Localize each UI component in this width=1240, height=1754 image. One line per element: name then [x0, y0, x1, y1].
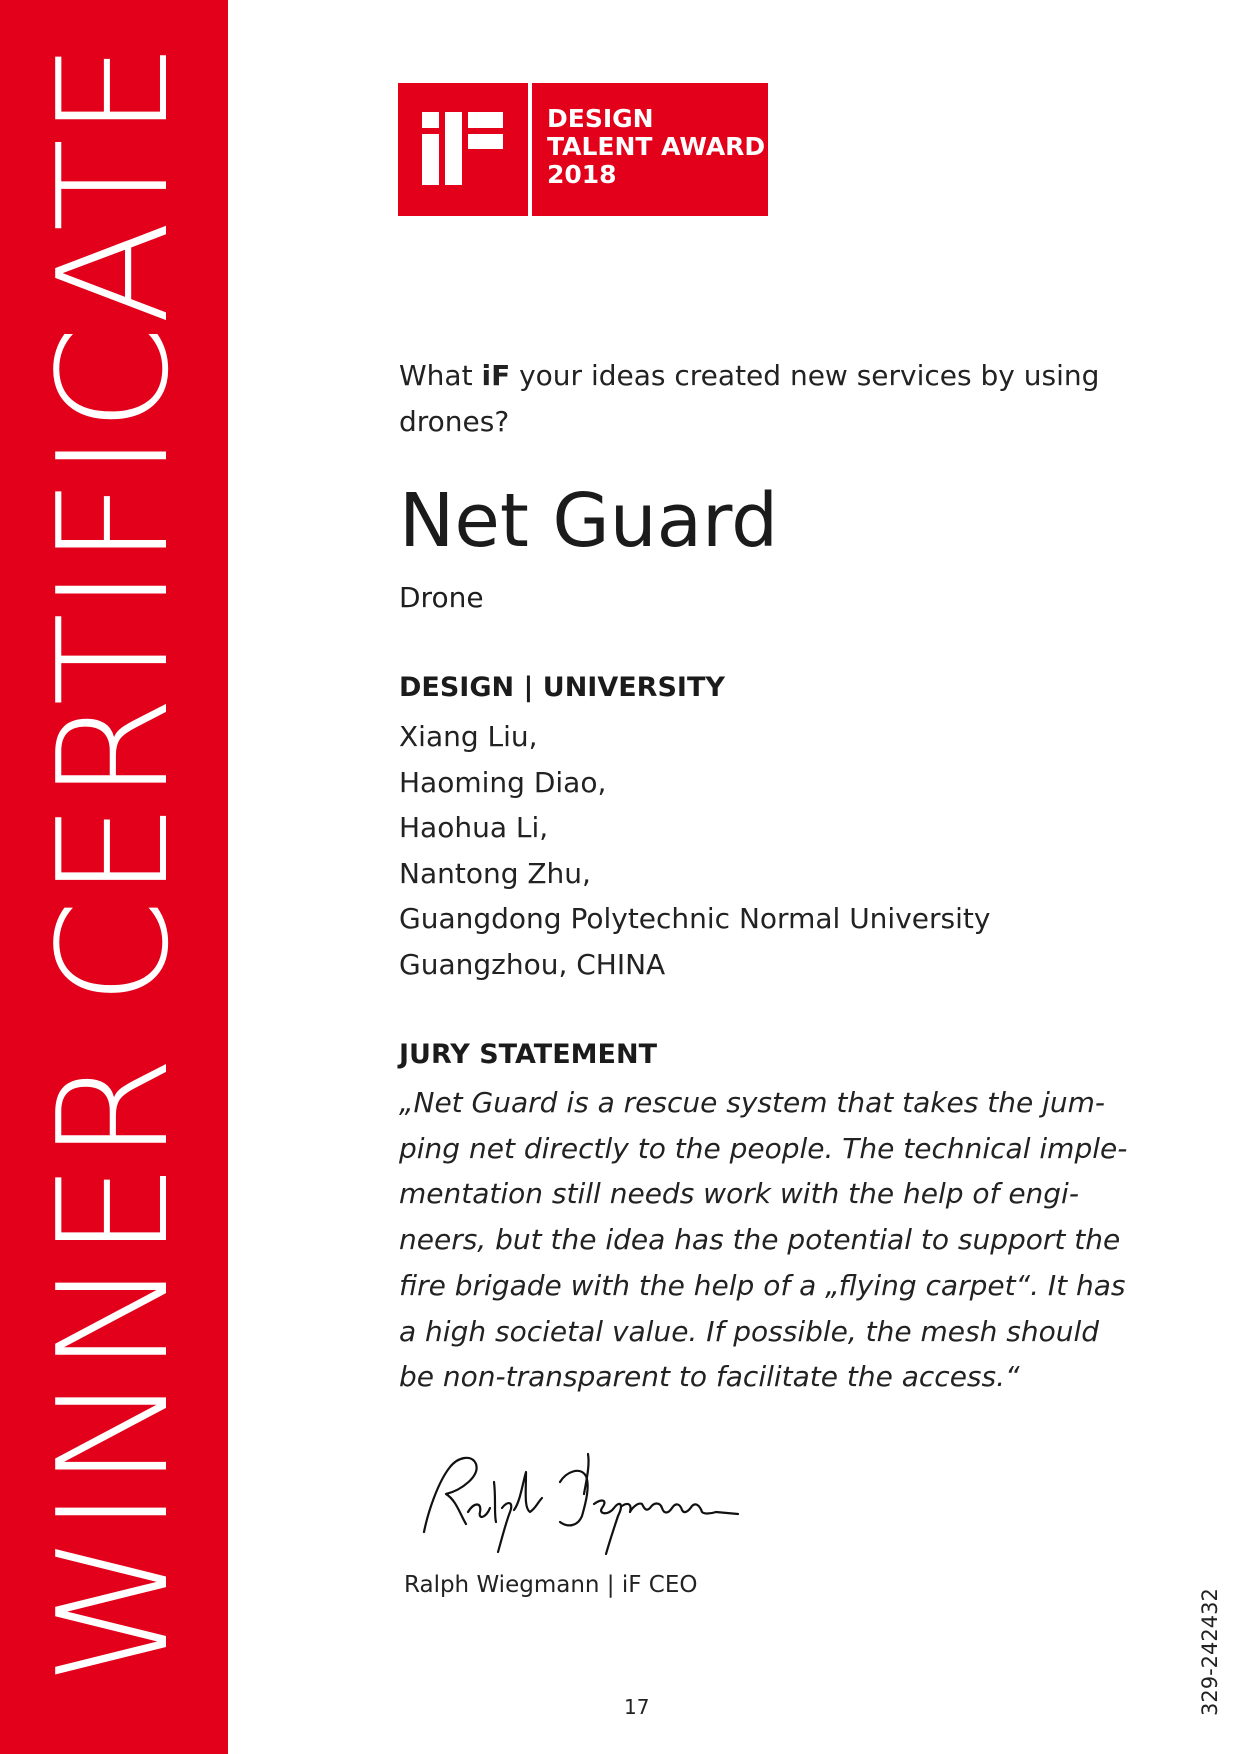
- if-mark-icon: [398, 83, 528, 216]
- page-number: 17: [624, 1695, 650, 1719]
- award-line-talent: TALENT AWARD: [547, 132, 766, 161]
- jury-line: fire brigade with the help of a „flying carpet“. It has: [399, 1268, 1126, 1302]
- designer-line: Nantong Zhu,: [399, 856, 591, 890]
- project-category: Drone: [399, 581, 484, 614]
- designers-list: [399, 714, 990, 988]
- jury-heading: JURY STATEMENT: [399, 1039, 657, 1070]
- designer-line: Haohua Li,: [399, 811, 549, 845]
- designer-line: Haoming Diao,: [399, 765, 607, 799]
- question-brand: iF: [481, 359, 511, 392]
- award-line-year: 2018: [547, 160, 617, 189]
- project-title: Net Guard: [399, 478, 779, 564]
- jury-line: a high societal value. If possible, the mesh should: [399, 1314, 1100, 1348]
- if-award-logo: [398, 83, 768, 216]
- award-line-design: DESIGN: [547, 104, 654, 133]
- location-line: Guangzhou, CHINA: [399, 947, 666, 981]
- designers-heading: DESIGN | UNIVERSITY: [399, 672, 725, 703]
- jury-line: neers, but the idea has the potential to support the: [399, 1223, 1121, 1257]
- jury-line: ping net directly to the people. The technical imple-: [399, 1131, 1128, 1165]
- question-post: your ideas created new services by using drones?: [399, 359, 1100, 438]
- university-line: Guangdong Polytechnic Normal University: [399, 902, 991, 936]
- red-sidebar: [0, 0, 228, 1754]
- certificate-id: 329-242432: [1198, 1588, 1222, 1716]
- jury-line: be non-transparent to facilitate the access.“: [399, 1360, 1020, 1394]
- jury-line: „Net Guard is a rescue system that takes the jum-: [399, 1086, 1105, 1119]
- award-label-box: [532, 83, 768, 216]
- competition-question: [399, 353, 1119, 445]
- jury-line: mentation still needs work with the help of engi-: [399, 1177, 1079, 1211]
- question-pre: What: [399, 359, 482, 392]
- signer-caption: Ralph Wiegmann | iF CEO: [404, 1572, 698, 1598]
- sidebar-title: WINNER CERTIFICATE: [25, 40, 202, 1685]
- if-logo-mark: [398, 83, 528, 216]
- jury-statement: [399, 1080, 1128, 1400]
- ceo-signature: [410, 1442, 770, 1562]
- designer-line: Xiang Liu,: [399, 720, 538, 753]
